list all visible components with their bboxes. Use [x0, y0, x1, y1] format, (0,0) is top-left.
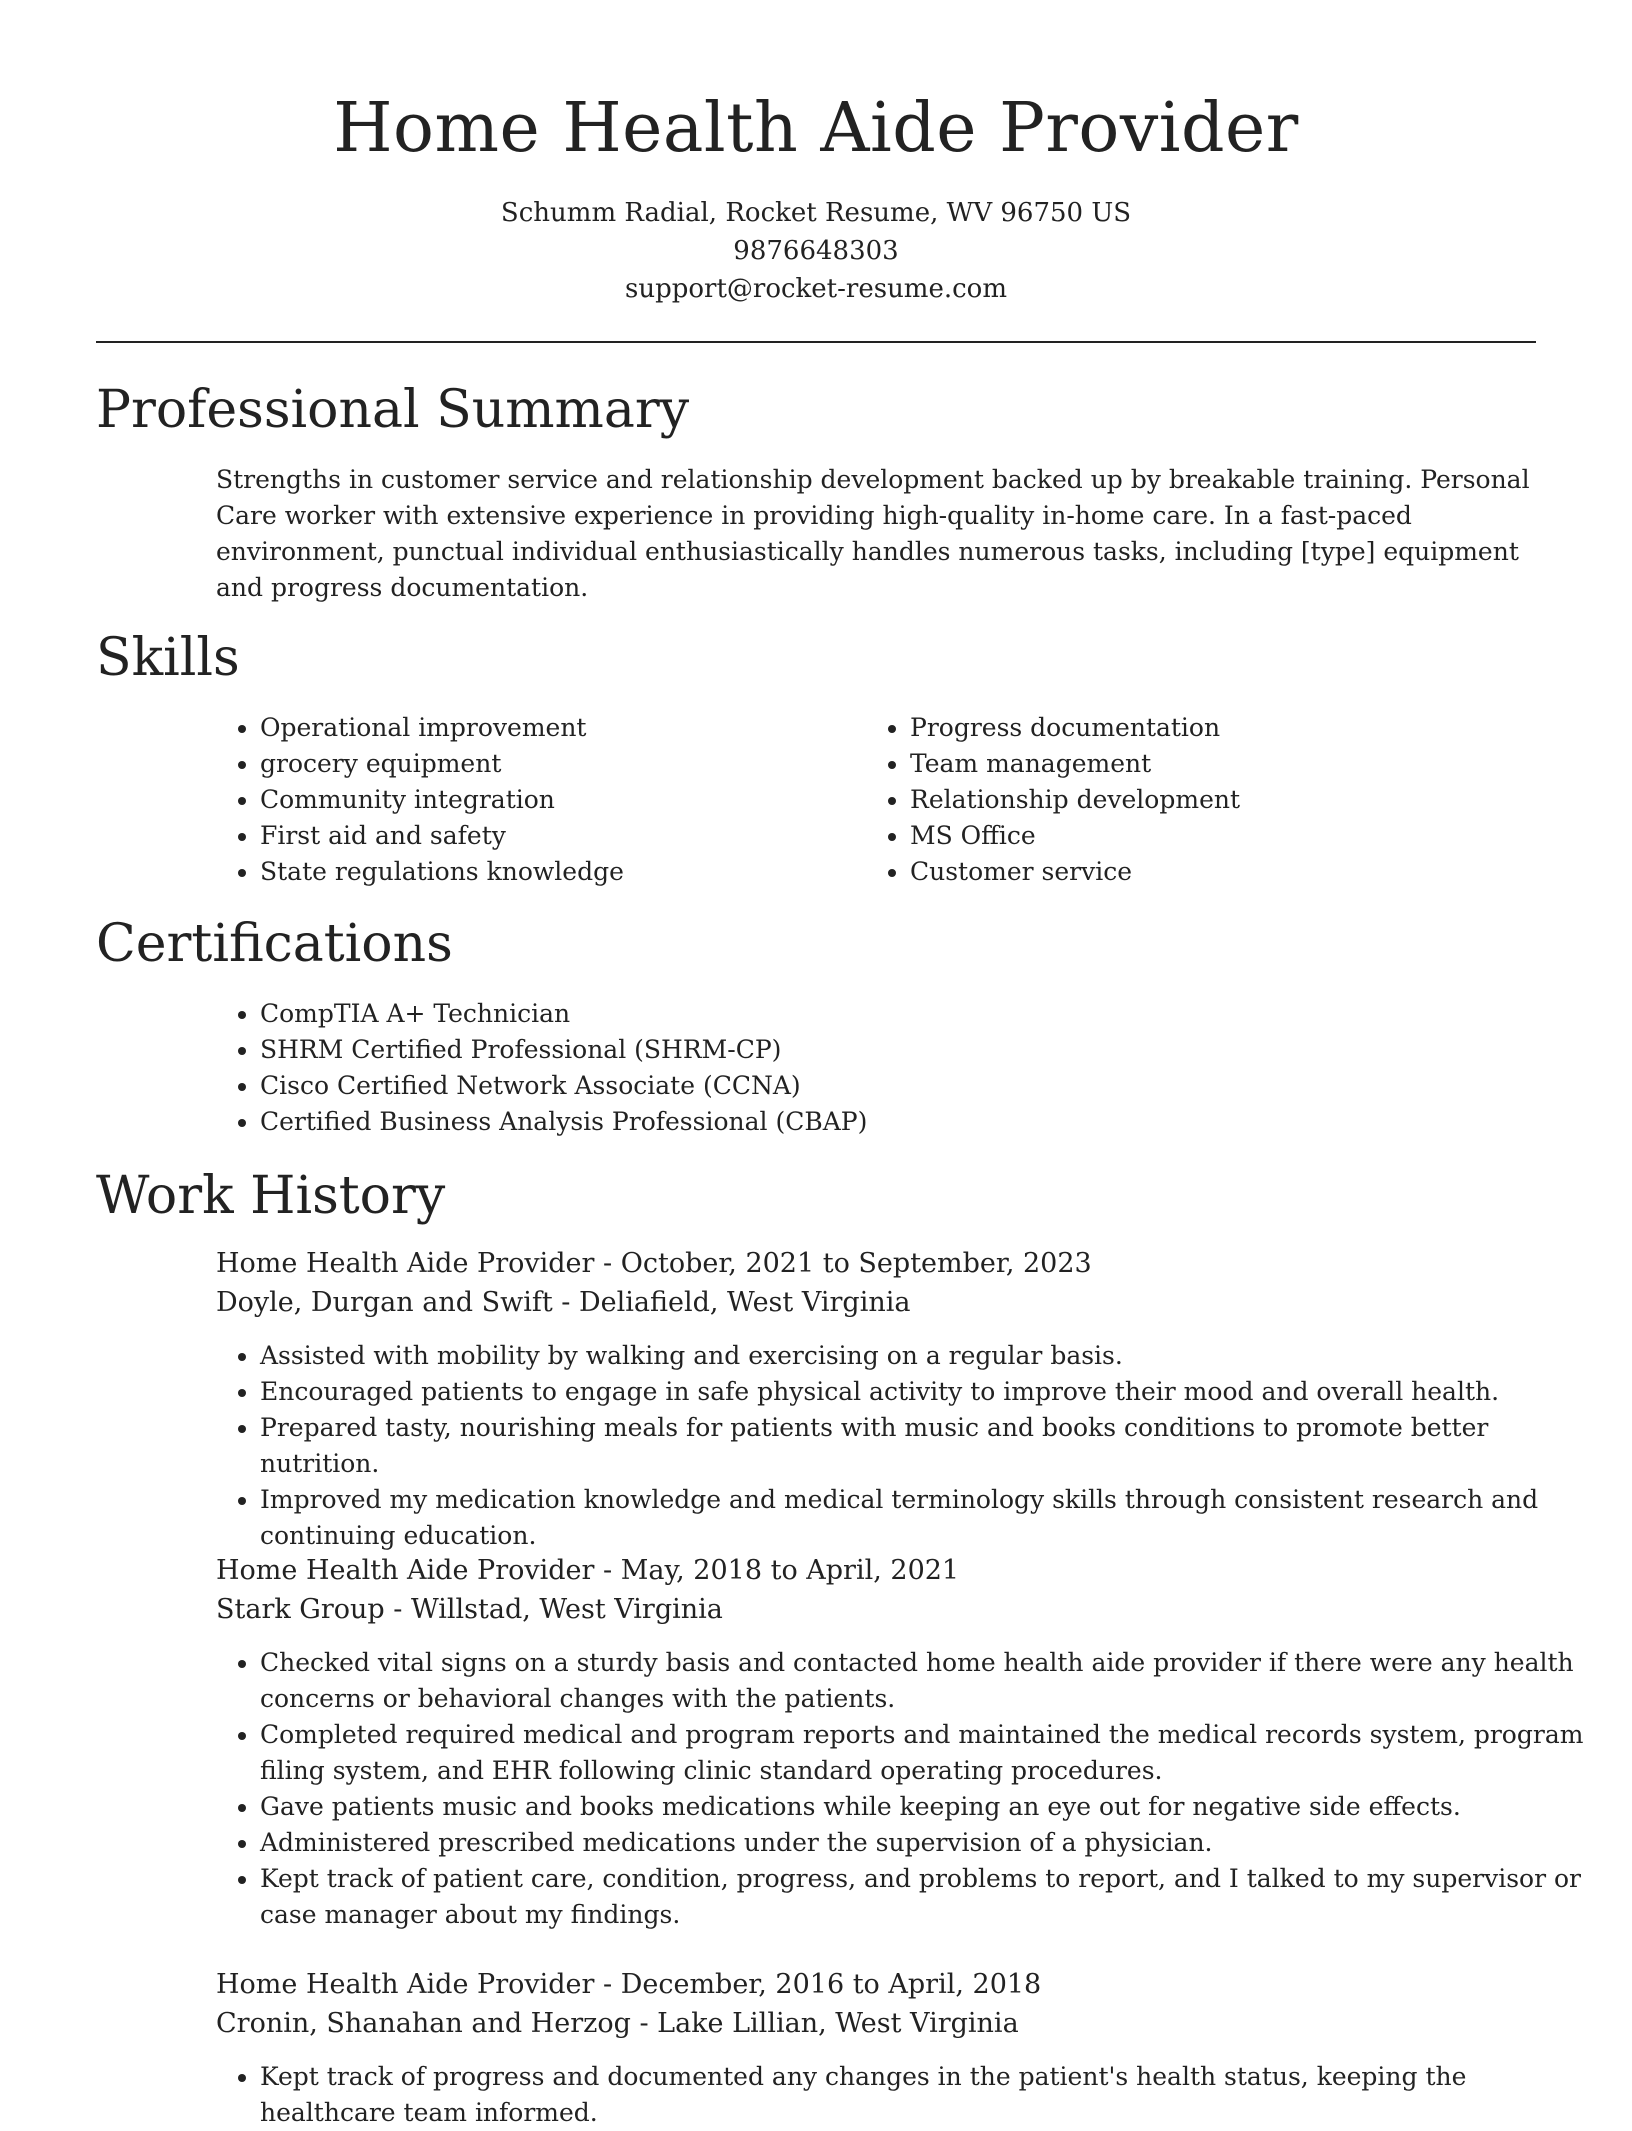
job-bullet: • Checked vital signs on a sturdy basis and contacted home health aide provider if there were any health concerns or behavioral changes with the patients. [260, 1645, 1590, 1717]
job-bullet: • Gave patients music and books medications while keeping an eye out for negative side effects. [260, 1789, 1590, 1825]
skill-item: • Progress documentation [910, 710, 1240, 746]
skill-item: • MS Office [910, 818, 1240, 854]
contact-address: Schumm Radial, Rocket Resume, WV 96750 US [500, 198, 1132, 228]
job-location: Willstad, West Virginia [411, 1594, 723, 1625]
section-title-summary: Professional Summary [96, 380, 690, 440]
candidate-name: Home Health Aide Provider [333, 89, 1299, 168]
header-divider [96, 341, 1536, 343]
job-role: Home Health Aide Provider [216, 1555, 595, 1586]
job-role: Home Health Aide Provider [216, 1969, 595, 2000]
contact-block [0, 194, 1632, 308]
certification-item: • SHRM Certified Professional (SHRM-CP) [260, 1032, 867, 1068]
job-company-line [216, 1284, 910, 1322]
job-location: Deliafield, West Virginia [578, 1287, 911, 1318]
section-title-work-history: Work History [96, 1166, 446, 1226]
section-title-certifications: Certifications [96, 914, 453, 974]
job-bullet: • Assisted with mobility by walking and exercising on a regular basis. [260, 1338, 1590, 1374]
job-dates: May, 2018 to April, 2021 [620, 1555, 960, 1586]
skills-list-right [866, 710, 1240, 890]
job-location: Lake Lillian, West Virginia [657, 2008, 1019, 2039]
skills-list-left [216, 710, 624, 890]
job-bullets [216, 2059, 1590, 2131]
job-company-line [216, 1591, 723, 1629]
job-bullet: • Kept track of progress and documented any changes in the patient's health status, keeping the healthcare team informed. [260, 2059, 1590, 2131]
separator: - [594, 1248, 621, 1279]
contact-phone: 9876648303 [733, 236, 899, 266]
separator: - [552, 1287, 579, 1318]
job-company-line [216, 2005, 1019, 2043]
job-title-line [216, 1245, 1092, 1283]
certification-item: • Cisco Certified Network Associate (CCNA) [260, 1068, 867, 1104]
certification-item: • CompTIA A+ Technician [260, 996, 867, 1032]
skill-item: • Operational improvement [260, 710, 624, 746]
separator: - [384, 1594, 411, 1625]
job-bullet: • Completed required medical and program reports and maintained the medical records system, program filing system, and EHR following clinic standard operating procedures. [260, 1717, 1590, 1789]
job-company: Cronin, Shanahan and Herzog [216, 2008, 631, 2039]
job-bullet: • Improved my medication knowledge and medical terminology skills through consistent research and continuing education. [260, 1482, 1590, 1554]
job-title-line [216, 1966, 1041, 2004]
skill-item: • State regulations knowledge [260, 854, 624, 890]
skill-item: • Team management [910, 746, 1240, 782]
skill-item: • Community integration [260, 782, 624, 818]
section-title-skills: Skills [96, 628, 240, 688]
summary-text: Strengths in customer service and relationship development backed up by breakable training. Personal Care worker with extensive experience in providing high-quality in-home care. In a fast-paced environment, punctual individual enthusiastically handles numerous tasks, including [type] equipment and progress documentation. [216, 465, 1530, 602]
separator: - [594, 1555, 621, 1586]
job-bullet: • Prepared tasty, nourishing meals for patients with music and books conditions to promote better nutrition. [260, 1410, 1590, 1482]
skill-item: • Customer service [910, 854, 1240, 890]
skill-item: • grocery equipment [260, 746, 624, 782]
job-bullet: • Kept track of patient care, condition, progress, and problems to report, and I talked to my supervisor or case manager about my findings. [260, 1861, 1590, 1933]
job-bullet: • Encouraged patients to engage in safe physical activity to improve their mood and overall health. [260, 1374, 1590, 1410]
job-dates: October, 2021 to September, 2023 [620, 1248, 1092, 1279]
job-dates: December, 2016 to April, 2018 [620, 1969, 1042, 2000]
skill-item: • Relationship development [910, 782, 1240, 818]
contact-email: support@rocket-resume.com [624, 274, 1007, 304]
resume-header [0, 0, 1632, 308]
job-bullets [216, 1338, 1590, 1554]
job-bullets [216, 1645, 1590, 1933]
job-title-line [216, 1552, 959, 1590]
separator: - [594, 1969, 621, 2000]
job-company: Stark Group [216, 1594, 385, 1625]
separator: - [630, 2008, 658, 2039]
skill-item: • First aid and safety [260, 818, 624, 854]
certifications-list [216, 996, 867, 1140]
certification-item: • Certified Business Analysis Professional (CBAP) [260, 1104, 867, 1140]
job-role: Home Health Aide Provider [216, 1248, 595, 1279]
job-bullet: • Administered prescribed medications under the supervision of a physician. [260, 1825, 1590, 1861]
job-company: Doyle, Durgan and Swift [216, 1287, 553, 1318]
